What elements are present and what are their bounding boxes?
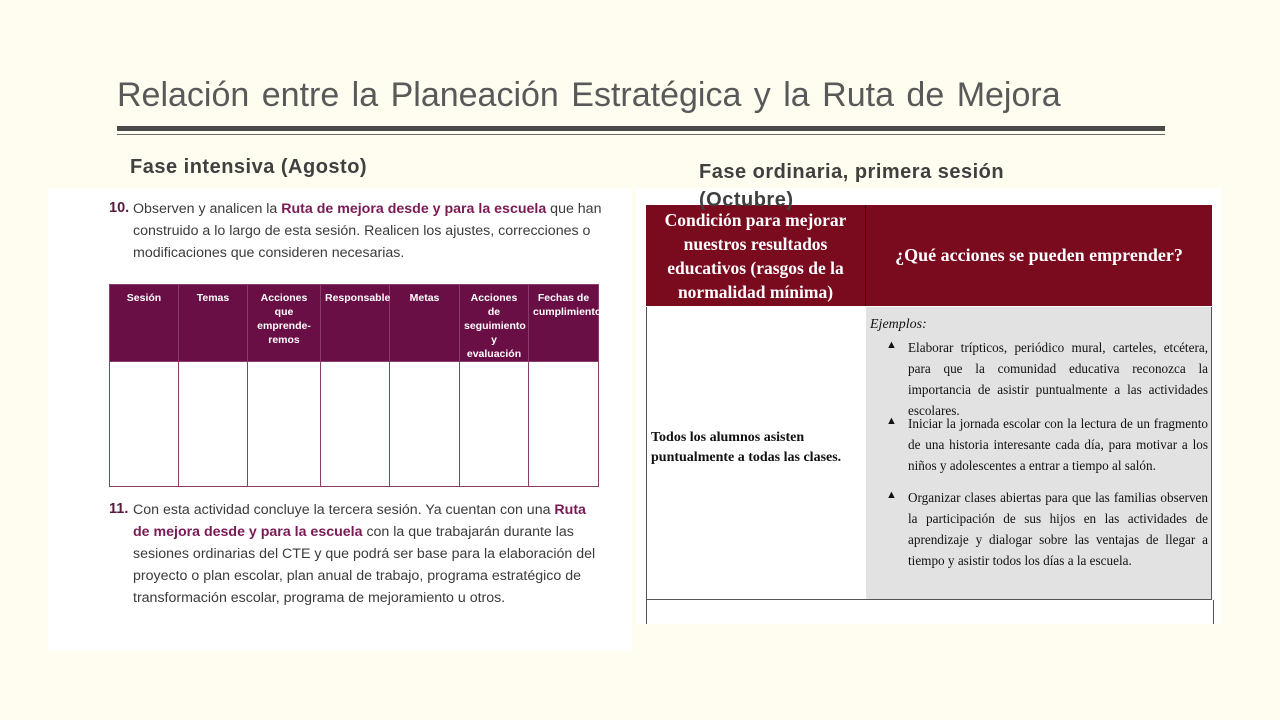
table-header-acciones: Acciones que emprende-remos: [248, 285, 321, 362]
activity-10-text: [133, 198, 603, 264]
table-cell: [321, 362, 390, 487]
examples-label: Ejemplos:: [870, 317, 927, 332]
intensive-phase-document: [48, 188, 632, 651]
ordinary-phase-document: [636, 188, 1222, 624]
table-cell: [460, 362, 529, 487]
activity-10-highlight: Ruta de mejora desde y para la escuela: [281, 201, 547, 217]
intensive-phase-label: Fase intensiva (Agosto): [130, 156, 368, 178]
activity-11-text-end: con la que trabajarán durante las sesiones ordinarias del CTE y que podrá ser base para la elaboración del proyecto o plan escolar, plan anual de trabajo, programa estratégico de transformación escolar, programa de mejoramiento u otros.: [133, 524, 596, 606]
table-cell: [110, 362, 179, 487]
actions-column-header: ¿Qué acciones se pueden emprender?: [866, 205, 1212, 306]
table-header-sesion: Sesión: [110, 285, 179, 362]
activity-10-text-start: Observen y analicen la: [133, 201, 282, 217]
caret-bullet-icon: ▲: [886, 489, 897, 501]
activity-11-text-start: Con esta actividad concluye la tercera sesión. Ya cuentan con una: [133, 502, 555, 518]
ordinary-phase-label: Fase ordinaria, primera sesión (Octubre): [699, 161, 1005, 211]
table-row: [110, 362, 599, 487]
planning-table: [109, 284, 602, 487]
table-header-seguimiento: Acciones de seguimiento y evaluación: [460, 285, 529, 362]
table-cell: [529, 362, 599, 487]
table-cell: [248, 362, 321, 487]
activity-10-text-end: que han construido a lo largo de esta sesión. Realicen los ajustes, correcciones o modificaciones que consideren necesarias.: [133, 201, 602, 261]
slide-title: Relación entre la Planeación Estratégica y la Ruta de Mejora: [117, 76, 1061, 114]
table-header-temas: Temas: [179, 285, 248, 362]
condition-column-header: Condición para mejorar nuestros resultados educativos (rasgos de la normalidad mínima): [646, 205, 866, 306]
actions-cell: [866, 307, 1212, 600]
table-header-responsable: Responsable: [321, 285, 390, 362]
condition-cell: [646, 307, 867, 600]
activity-10-number: 10.: [109, 200, 130, 216]
table-header-fechas: Fechas de cumplimiento: [529, 285, 599, 362]
activity-11-text: [133, 499, 603, 609]
example-item-2: Iniciar la jornada escolar con la lectura de un fragmento de una historia interesante cada día, para motivar a los niños y adolescentes a entrar a tiempo al salón.: [908, 416, 1208, 473]
table-header-metas: Metas: [390, 285, 460, 362]
activity-11-number: 11.: [109, 501, 129, 517]
table-cell: [179, 362, 248, 487]
table-cell: [390, 362, 460, 487]
condition-text: Todos los alumnos asisten puntualmente a todas las clases.: [651, 430, 842, 465]
title-underline-thick: [117, 126, 1165, 131]
caret-bullet-icon: ▲: [886, 339, 897, 351]
activity-11-highlight: Ruta de mejora desde y para la escuela: [133, 502, 586, 540]
caret-bullet-icon: ▲: [886, 415, 897, 427]
example-item-3: Organizar clases abiertas para que las familias observen la participación de sus hijos en las actividades de aprendizaje y dialogar sobre las ventajas de llegar a tiempo y asistir todos los días a la escuela.: [908, 490, 1208, 568]
example-item-1: Elaborar trípticos, periódico mural, carteles, etcétera, para que la comunidad educativa reconozca la importancia de asistir puntualmente a las actividades escolares.: [908, 340, 1208, 418]
title-underline-thin: [117, 134, 1165, 135]
next-table-row: [646, 600, 1214, 624]
